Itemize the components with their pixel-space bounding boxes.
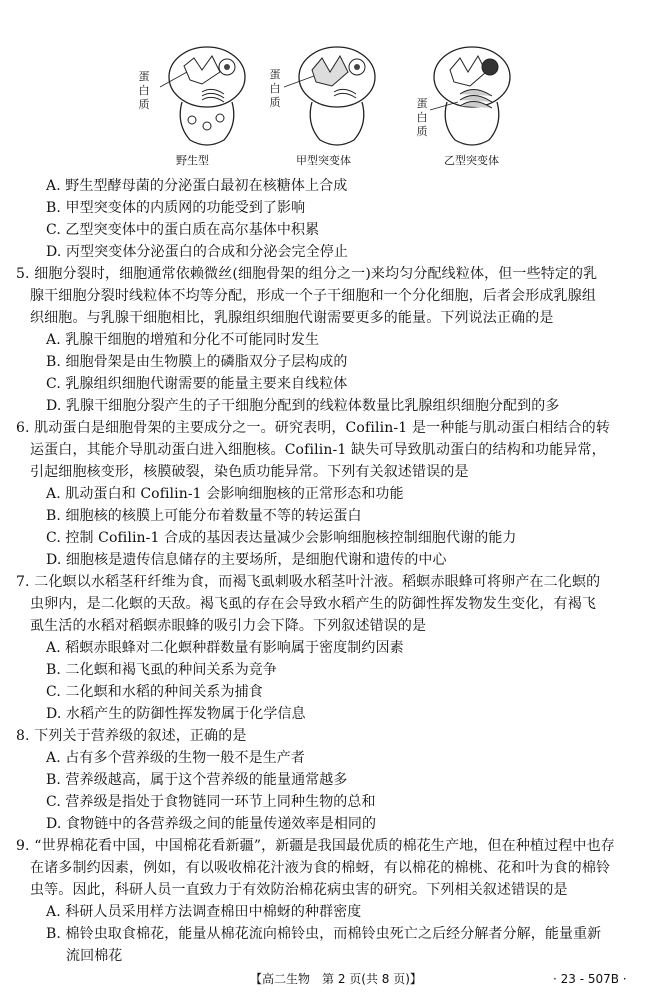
- q4-option-d: D. 丙型突变体分泌蛋白的合成和分泌会完全停止: [46, 244, 348, 260]
- q6-option-a: A. 肌动蛋白和 Cofilin-1 会影响细胞核的正常形态和功能: [46, 486, 404, 502]
- q7-option-a: A. 稻螟赤眼蜂对二化螟种群数量有影响属于密度制约因素: [46, 640, 404, 656]
- q6-stem-3: 引起细胞核变形，核膜破裂，染色质功能异常。下列有关叙述错误的是: [30, 464, 469, 480]
- cell2-protein-label: 蛋 白 质: [269, 68, 281, 109]
- q4-option-c: C. 乙型突变体中的蛋白质在高尔基体中积累: [46, 222, 320, 238]
- q9-option-a: A. 科研人员采用样方法调查棉田中棉蚜的种群密度: [46, 904, 362, 920]
- q9-stem-1: 9. “世界棉花看中国，中国棉花看新疆”，新疆是我国最优质的棉花生产地，但在种植过程中也存: [16, 838, 615, 854]
- footer-page-info: 【高二生物 第 2 页(共 8 页)】: [250, 972, 422, 986]
- q7-option-c: C. 二化螟和水稻的种间关系为捕食: [46, 684, 263, 700]
- cell-wild-type: [160, 47, 245, 145]
- q9-option-b: B. 棉铃虫取食棉花，能量从棉花流向棉铃虫，而棉铃虫死亡之后经分解者分解，能量重新: [46, 926, 602, 942]
- q5-option-d: D. 乳腺干细胞分裂产生的子干细胞分配到的线粒体数量比乳腺组织细胞分配到的多: [46, 398, 560, 414]
- q4-option-a: A. 野生型酵母菌的分泌蛋白最初在核糖体上合成: [46, 178, 348, 194]
- cell-type-a-mutant: [284, 47, 375, 145]
- q5-option-b: B. 细胞骨架是由生物膜上的磷脂双分子层构成的: [46, 354, 348, 370]
- q5-stem-2: 腺干细胞分裂时线粒体不均等分配，形成一个子干细胞和一个分化细胞，后者会形成乳腺组: [30, 288, 596, 304]
- q7-option-d: D. 水稻产生的防御性挥发物属于化学信息: [46, 706, 306, 722]
- cell-type-b-mutant: [430, 47, 510, 145]
- q6-option-c: C. 控制 Cofilin-1 合成的基因表达量减少会影响细胞核控制细胞代谢的能力: [46, 530, 517, 546]
- q7-stem-3: 虱生活的水稻对稻螟赤眼蜂的吸引力会下降。下列叙述错误的是: [30, 618, 427, 634]
- footer-code: · 23 - 507B ·: [553, 972, 627, 986]
- q9-stem-2: 在诸多制约因素，例如，有以吸收棉花汁液为食的棉蚜，有以棉花的棉桃、花和叶为食的棉铃: [30, 860, 611, 876]
- cell1-protein-label: 蛋 白 质: [138, 70, 150, 111]
- q8-option-b: B. 营养级越高，属于这个营养级的能量通常越多: [46, 772, 348, 788]
- q6-stem-1: 6. 肌动蛋白是细胞骨架的主要成分之一。研究表明，Cofilin-1 是一种能与肌动蛋白相结合的转: [16, 420, 611, 436]
- q9-option-b-cont: 流回棉花: [66, 948, 123, 964]
- q7-stem-2: 虫卵内，是二化螟的天敌。褐飞虱的存在会导致水稻产生的防御性挥发物发生变化，有褐飞: [30, 596, 596, 612]
- q8-stem-1: 8. 下列关于营养级的叙述，正确的是: [16, 728, 247, 744]
- q7-stem-1: 7. 二化螟以水稻茎秆纤维为食，而褐飞虱刺吸水稻茎叶汁液。稻螟赤眼蜂可将卵产在二化螟的: [16, 574, 601, 590]
- q7-option-b: B. 二化螟和褐飞虱的种间关系为竞争: [46, 662, 277, 678]
- q5-stem-3: 织细胞。与乳腺干细胞相比，乳腺组织细胞代谢需要更多的能量。下列说法正确的是: [30, 310, 554, 326]
- q6-option-d: D. 细胞核是遗传信息储存的主要场所，是细胞代谢和遗传的中心: [46, 552, 447, 568]
- q6-option-b: B. 细胞核的核膜上可能分布着数量不等的转运蛋白: [46, 508, 362, 524]
- caption-wild-type: 野生型: [176, 154, 209, 167]
- page-footer: [0, 967, 652, 991]
- cell3-protein-label: 蛋 白 质: [416, 97, 428, 138]
- q5-stem-1: 5. 细胞分裂时，细胞通常依赖微丝(细胞骨架的组分之一)来均匀分配线粒体，但一些特定的乳: [16, 266, 598, 282]
- q8-option-d: D. 食物链中的各营养级之间的能量传递效率是相同的: [46, 816, 377, 832]
- q5-option-c: C. 乳腺组织细胞代谢需要的能量主要来自线粒体: [46, 376, 348, 392]
- q8-option-a: A. 占有多个营养级的生物一般不是生产者: [46, 750, 306, 766]
- q6-stem-2: 运蛋白，其能介导肌动蛋白进入细胞核。Cofilin-1 缺失可导致肌动蛋白的结构和功能异常，: [30, 442, 606, 458]
- q8-option-c: C. 营养级是指处于食物链同一环节上同种生物的总和: [46, 794, 376, 810]
- q4-option-b: B. 甲型突变体的内质网的功能受到了影响: [46, 200, 306, 216]
- caption-type-a: 甲型突变体: [296, 154, 351, 167]
- caption-type-b: 乙型突变体: [444, 154, 499, 167]
- q5-option-a: A. 乳腺干细胞的增殖和分化不可能同时发生: [46, 332, 320, 348]
- q9-stem-3: 虫等。因此，科研人员一直致力于有效防治棉花病虫害的研究。下列相关叙述错误的是: [30, 882, 568, 898]
